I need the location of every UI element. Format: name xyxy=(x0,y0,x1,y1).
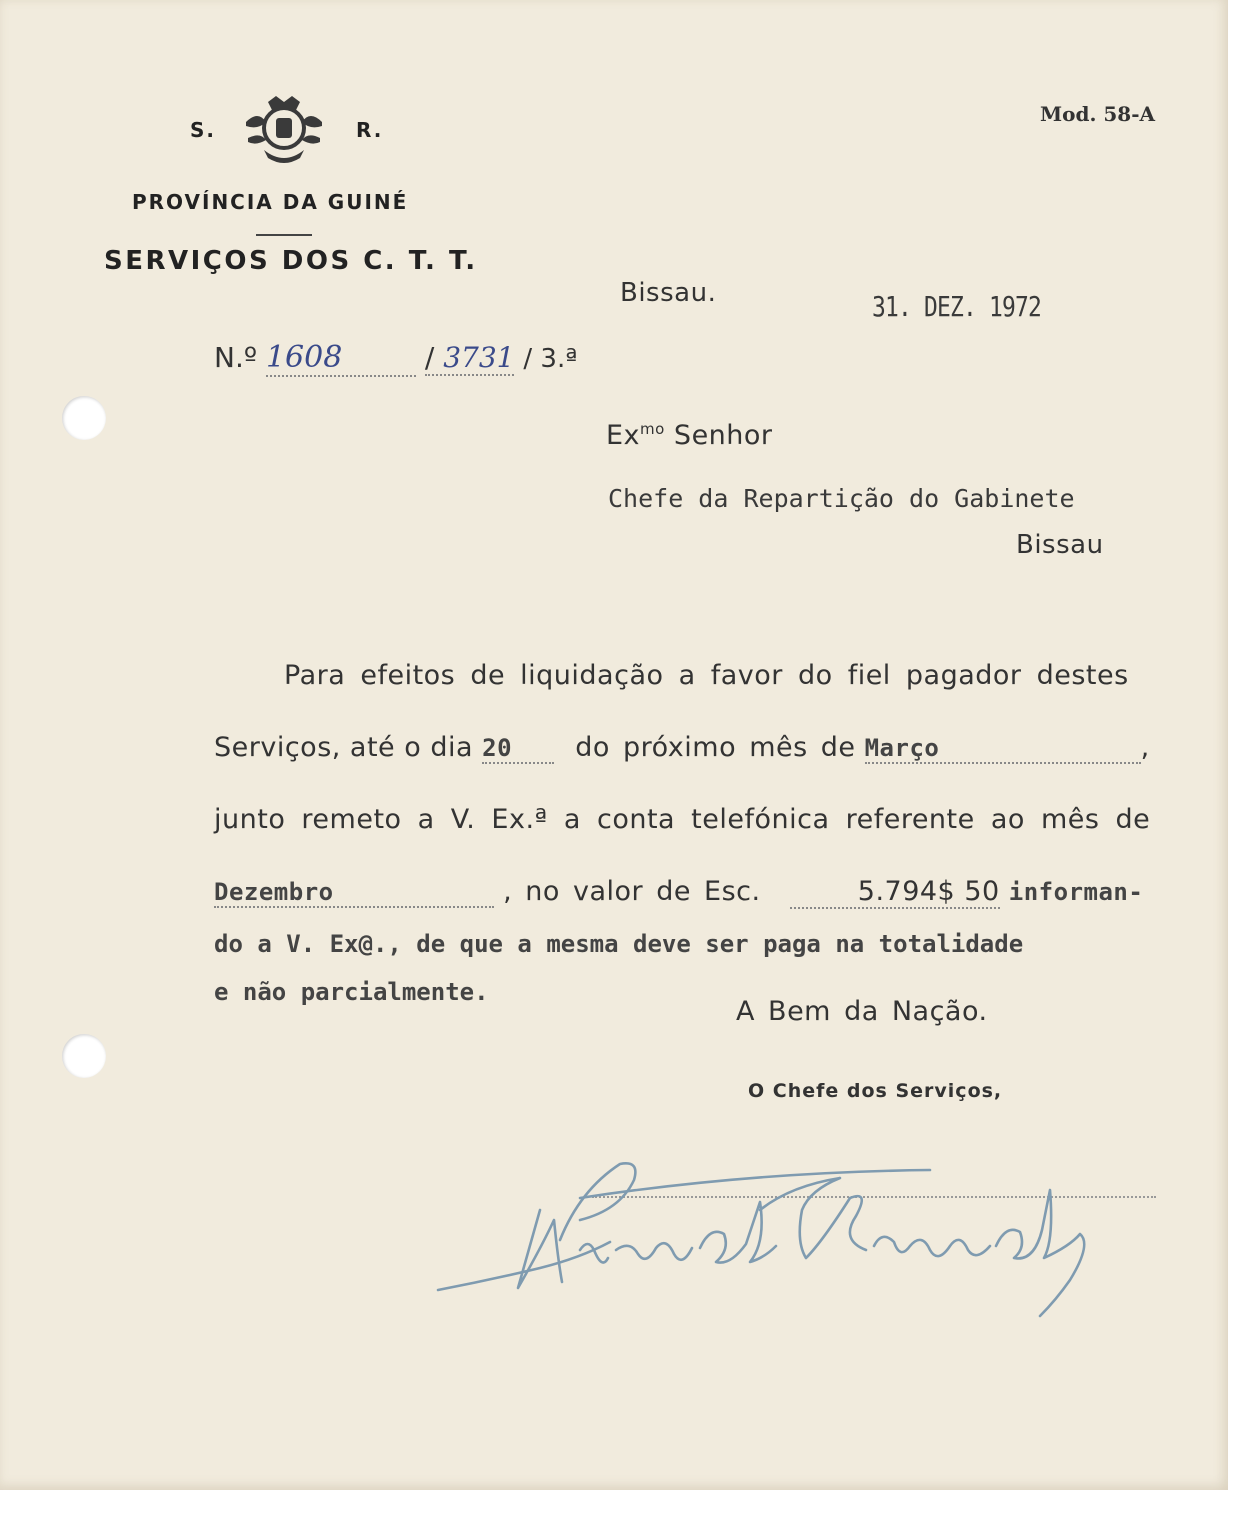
reference-code: 3731 xyxy=(443,341,515,374)
addressee-city: Bissau xyxy=(1016,530,1104,560)
province-heading: PROVÍNCIA DA GUINÉ xyxy=(132,190,409,214)
reference-number: 1608 xyxy=(266,340,416,377)
typed-note-line-2: do a V. Ex@., de que a mesma deve ser paga na totalidade xyxy=(214,930,1024,958)
body-line-1: Para efeitos de liquidação a favor do fiel pagador destes xyxy=(284,660,1129,691)
reference-separator: / xyxy=(424,341,435,374)
body-line-3: junto remeto a V. Ex.ª a conta telefónica referente ao mês de xyxy=(214,804,1151,835)
addressee-title: Chefe da Repartição do Gabinete xyxy=(608,484,1075,513)
closing: A Bem da Nação. xyxy=(736,996,988,1027)
form-code: Mod. 58-A xyxy=(1040,102,1156,126)
body-line-2: Serviços, até o dia 20 do próximo mês de Março , xyxy=(214,732,1150,763)
header-left-initial: S. xyxy=(190,118,217,142)
amount: 5.794$ 50 xyxy=(790,876,1000,909)
reference-month: Dezembro xyxy=(214,878,494,908)
coat-of-arms-icon xyxy=(238,92,330,168)
salutation xyxy=(606,420,773,451)
header-right-initial: R. xyxy=(356,118,384,142)
place: Bissau. xyxy=(620,278,717,308)
reference-prefix: N.º xyxy=(214,341,258,374)
body-line-2-mid: do próximo mês de xyxy=(575,732,856,763)
reference-line xyxy=(214,340,577,377)
typed-note-start: informan- xyxy=(1008,878,1144,906)
services-heading: SERVIÇOS DOS C. T. T. xyxy=(104,246,478,276)
body-line-4-mid: , no valor de Esc. xyxy=(503,876,761,907)
body-line-2-start: Serviços, até o dia xyxy=(214,732,474,763)
punch-hole-top xyxy=(62,396,106,440)
body-line-4 xyxy=(214,876,1143,909)
signatory-title: O Chefe dos Serviços, xyxy=(748,1080,1003,1102)
salutation-rest: Senhor xyxy=(664,420,773,451)
payment-day: 20 xyxy=(482,734,554,764)
date-stamp: 31. DEZ. 1972 xyxy=(872,290,1042,323)
reference-suffix: / 3.ª xyxy=(523,344,578,374)
header-divider xyxy=(256,234,312,236)
signature-image xyxy=(430,1150,1110,1320)
salutation-superscript: mo xyxy=(640,420,665,438)
punch-hole-bottom xyxy=(62,1034,106,1078)
payment-month: Março xyxy=(865,734,1141,764)
typed-note-line-3: e não parcialmente. xyxy=(214,978,489,1006)
reference-code-field xyxy=(425,341,515,376)
salutation-main: Ex xyxy=(606,420,641,451)
